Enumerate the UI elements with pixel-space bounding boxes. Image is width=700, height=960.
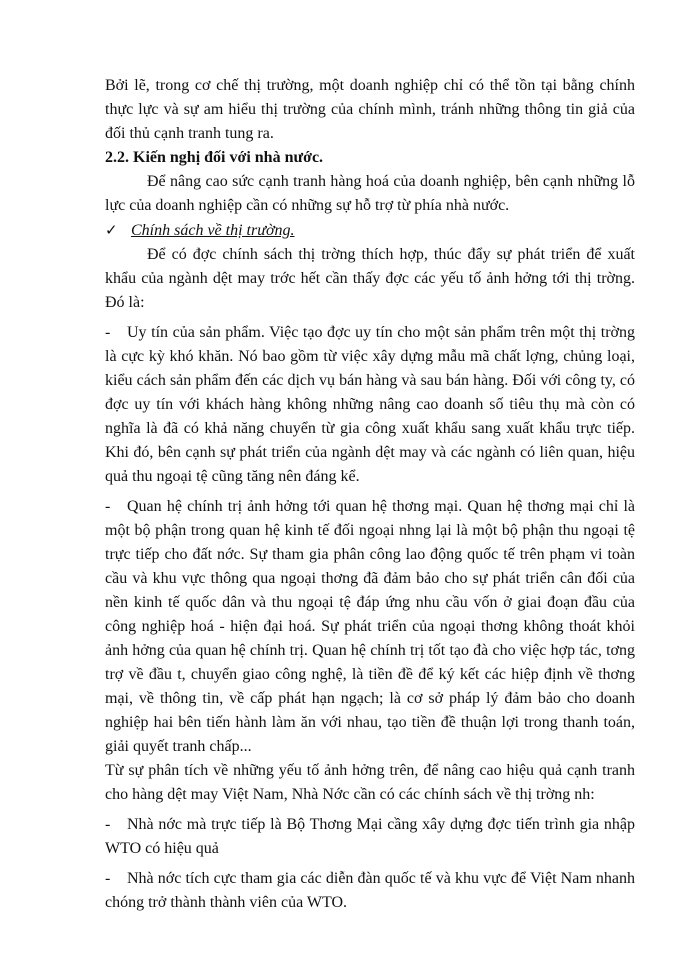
section-heading: 2.2. Kiến nghị đối với nhà nước. (105, 149, 324, 166)
bullet-item-wto-membership (105, 867, 635, 915)
bullet-text: Nhà nớc mà trực tiếp là Bộ Thơng Mại cầng xây dựng đợc tiến trình gia nhập WTO có hiệu quả (105, 816, 635, 857)
dash-bullet-icon: - (105, 324, 111, 341)
analysis-paragraph: Từ sự phân tích về những yếu tố ảnh hởng trên, để nâng cao hiệu quả cạnh tranh cho hàng dệt may Việt Nam, Nhà Nớc cần có các chính sách về thị trờng nh: (105, 762, 635, 803)
factors-intro-paragraph: Để có đợc chính sách thị trờng thích hợp, thúc đẩy sự phát triển để xuất khẩu của ngành dệt may trớc hết cần thấy đợc các yếu tố ảnh hởng tới thị trờng. Đó là: (105, 246, 635, 311)
dash-bullet-icon: - (105, 498, 111, 515)
document-page (105, 74, 635, 915)
bullet-item-reputation (105, 321, 635, 489)
dash-bullet-icon: - (105, 870, 111, 887)
checklist-item (105, 218, 635, 243)
bullet-text: Nhà nớc tích cực tham gia các diễn đàn quốc tế và khu vực để Việt Nam nhanh chóng trở thành thành viên của WTO. (105, 870, 635, 911)
dash-bullet-icon: - (105, 816, 111, 833)
bullet-item-politics (105, 495, 635, 759)
checkmark-icon: ✓ (105, 221, 118, 239)
checklist-item-label: Chính sách về thị trường. (131, 222, 295, 239)
bullet-item-wto-process (105, 813, 635, 861)
section-intro-paragraph: Để nâng cao sức cạnh tranh hàng hoá của doanh nghiệp, bên cạnh những lỗ lực của doanh nghiệp cần có những sự hỗ trợ từ phía nhà nước. (105, 173, 635, 214)
bullet-text: Quan hệ chính trị ảnh hởng tới quan hệ thơng mại. Quan hệ thơng mại chỉ là một bộ phận trong quan hệ kinh tế đối ngoại nhng lại là một bộ phận thu ngoại tệ trực tiếp cho đất nớc. Sự tham gia phân công lao động quốc tế trên phạm vi toàn cầu và khu vực thông qua ngoại thơng đã đảm bảo cho sự phát triển cân đối của nền kinh tế quốc dân và thu ngoại tệ đáp ứng nhu cầu vốn ở giai đoạn đầu của công nghiệp hoá - hiện đại hoá. Sự phát triển của ngoại thơng không thoát khỏi ảnh hởng của quan hệ chính trị. Quan hệ chính trị tốt tạo đà cho việc hợp tác, tơng trợ về đầu t, chuyển giao công nghệ, là tiền đề để ký kết các hiệp định về thơng mại, về thông tin, về cấp phát hạn ngạch; là cơ sở pháp lý đảm bảo cho doanh nghiệp hai bên tiến hành làm ăn với nhau, tạo tiền đề thuận lợi trong thanh toán, giải quyết tranh chấp... (105, 498, 635, 755)
intro-paragraph: Bởi lẽ, trong cơ chế thị trường, một doanh nghiệp chỉ có thể tồn tại bằng chính thực lực và sự am hiểu thị trường của chính mình, tránh những thông tin giả của đối thủ cạnh tranh tung ra. (105, 77, 635, 142)
bullet-text: Uy tín của sản phẩm. Việc tạo đợc uy tín cho một sản phẩm trên một thị trờng là cực kỳ khó khăn. Nó bao gồm từ việc xây dựng mẫu mã chất lợng, chủng loại, kiểu cách sản phẩm đến các dịch vụ bán hàng và sau bán hàng. Đối với công ty, có đợc uy tín với khách hàng không những nâng cao doanh số tiêu thụ mà còn có nghĩa là đã có khả năng chuyển từ gia công xuất khẩu sang xuất khẩu trực tiếp. Khi đó, bên cạnh sự phát triển của ngành dệt may và các ngành có liên quan, hiệu quả thu ngoại tệ cũng tăng nên đáng kể. (105, 324, 635, 485)
